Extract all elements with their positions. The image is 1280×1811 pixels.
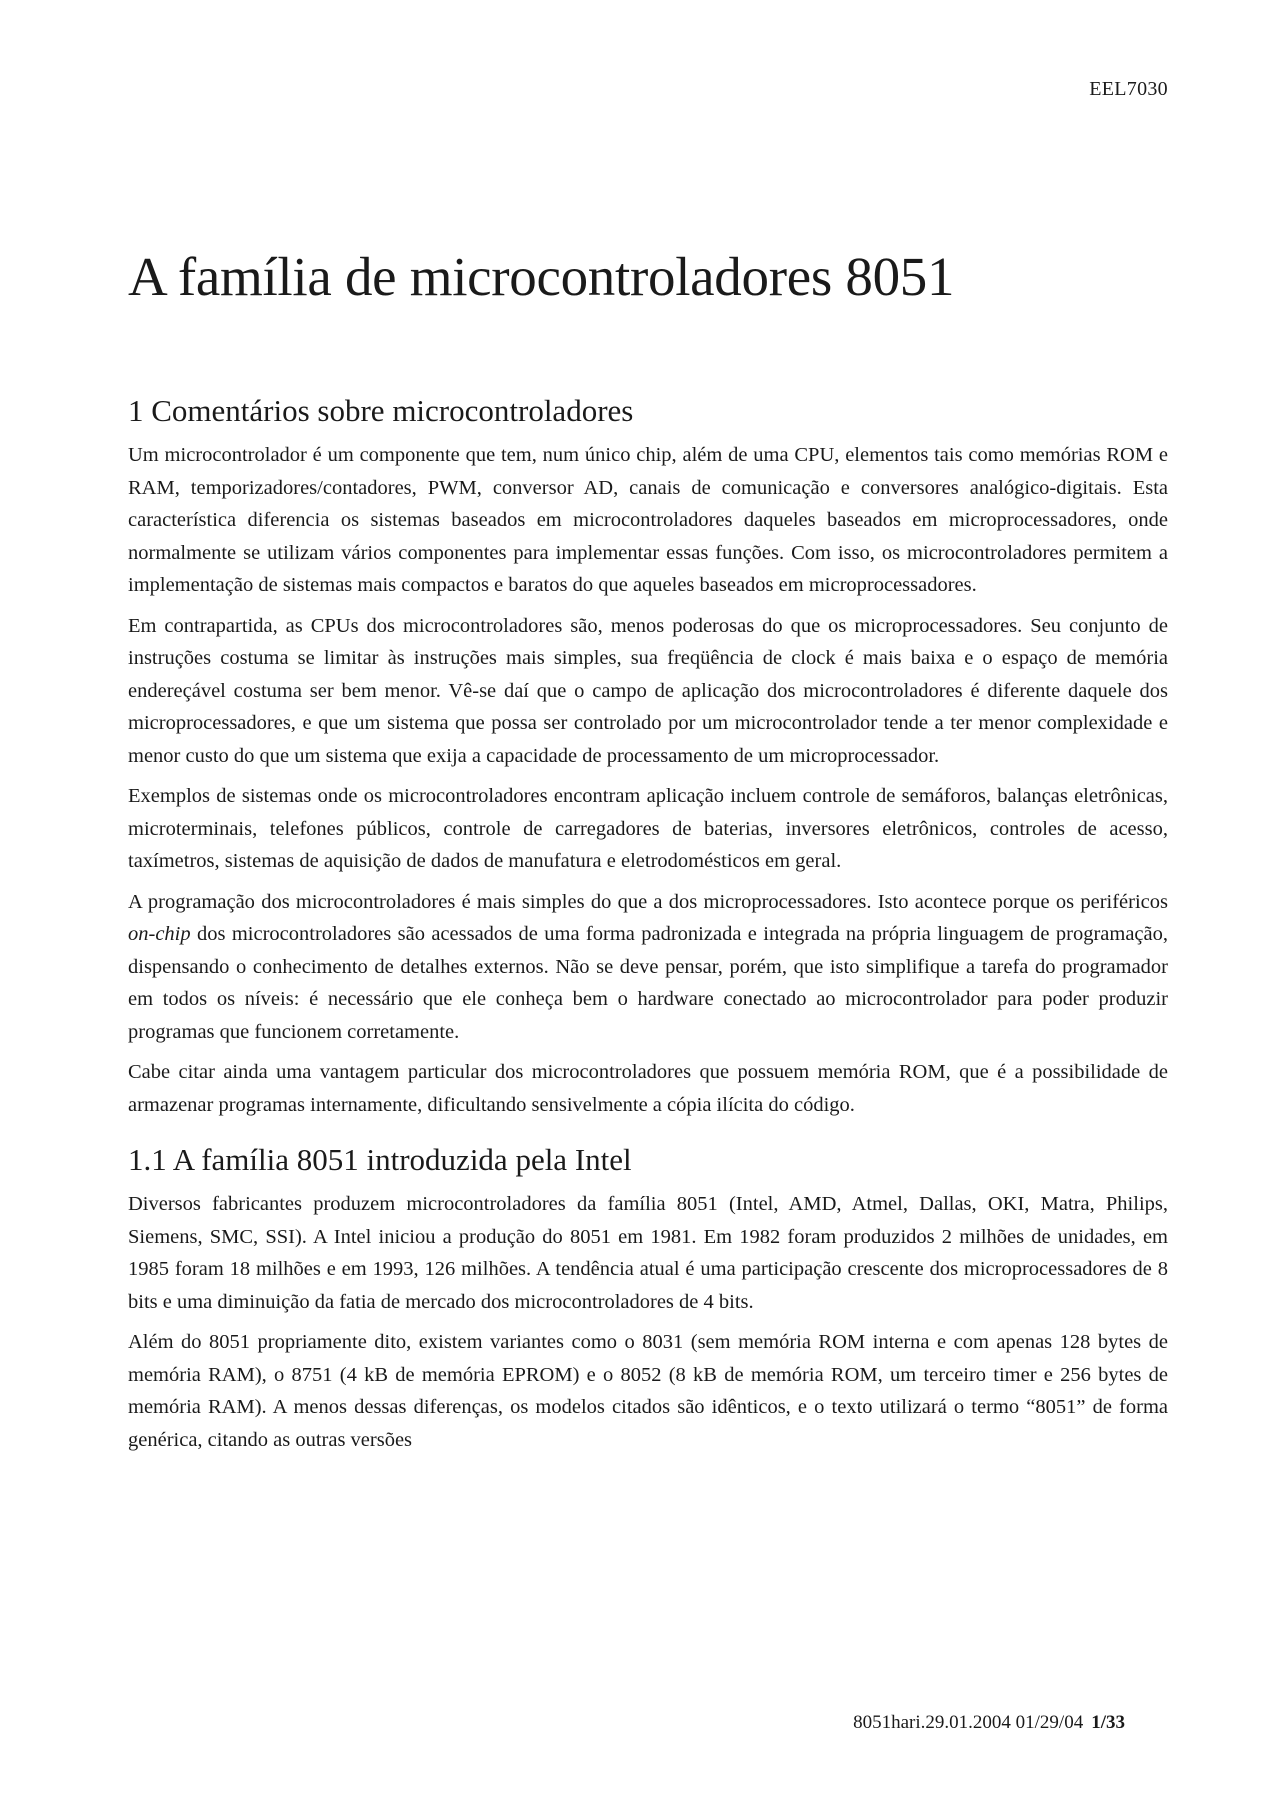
section-1-paragraph-3: Exemplos de sistemas onde os microcontroladores encontram aplicação incluem controle de semáforos, balanças eletrônicas, microterminais, telefones públicos, controle de carregadores de baterias, inversores eletrônicos, controles de acesso, taxímetros, sistemas de aquisição de dados de manufatura e eletrodomésticos em geral. [128,785,1168,873]
course-code: EEL7030 [1089,78,1168,100]
section-1-paragraph-1: Um microcontrolador é um componente que tem, num único chip, além de uma CPU, elementos tais como memórias ROM e RAM, temporizadores/contadores, PWM, conversor AD, canais de comunicação e conversores analógico-digitais. Esta característica diferencia os sistemas baseados em microcontroladores daqueles baseados em microprocessadores, onde normalmente se utilizam vários componentes para implementar essas funções. Com isso, os microcontroladores permitem a implementação de sistemas mais compactos e baratos do que aqueles baseados em microprocessadores. [128,444,1168,597]
section-1-1-paragraph-1: Diversos fabricantes produzem microcontroladores da família 8051 (Intel, AMD, Atmel, Dallas, OKI, Matra, Philips, Siemens, SMC, SSI). A Intel iniciou a produção do 8051 em 1981. Em 1982 foram produzidos 2 milhões de unidades, em 1985 foram 18 milhões e em 1993, 126 milhões. A tendência atual é uma participação crescente dos microprocessadores de 8 bits e uma diminuição da fatia de mercado dos microcontroladores de 4 bits. [128,1193,1168,1313]
section-1-paragraph-5: Cabe citar ainda uma vantagem particular dos microcontroladores que possuem memória ROM, que é a possibilidade de armazenar programas internamente, dificultando sensivelmente a cópia ilícita do código. [128,1061,1168,1116]
on-chip-term: on-chip [128,923,191,946]
document-body [128,392,1168,1464]
page-number: 1/33 [1091,1712,1125,1733]
section-1-paragraph-4 [128,886,1168,1049]
document-title: A família de microcontroladores 8051 [128,246,955,307]
section-1-paragraph-2: Em contrapartida, as CPUs dos microcontroladores são, menos poderosas do que os microprocessadores. Seu conjunto de instruções costuma se limitar às instruções mais simples, sua freqüência de clock é mais baixa e o espaço de memória endereçável costuma ser bem menor. Vê-se daí que o campo de aplicação dos microcontroladores é diferente daquele dos microprocessadores, e que um sistema que possa ser controlado por um microcontrolador tende a ter menor complexidade e menor custo do que um sistema que exija a capacidade de processamento de um microprocessador. [128,614,1168,767]
section-1-1-paragraph-2: Além do 8051 propriamente dito, existem variantes como o 8031 (sem memória ROM interna e com apenas 128 bytes de memória RAM), o 8751 (4 kB de memória EPROM) e o 8052 (8 kB de memória ROM, um terceiro timer e 256 bytes de memória RAM). A menos dessas diferenças, os modelos citados são idênticos, e o texto utilizará o termo “8051” de forma genérica, citando as outras versões [128,1331,1168,1451]
paragraph-4-text-b: dos microcontroladores são acessados de uma forma padronizada e integrada na própria linguagem de programação, dispensando o conhecimento de detalhes externos. Não se deve pensar, porém, que isto simplifique a tarefa do programador em todos os níveis: é necessário que ele conheça bem o hardware conectado ao microcontrolador para poder produzir programas que funcionem corretamente. [128,923,1168,1043]
section-1-heading: 1 Comentários sobre microcontroladores [128,393,634,428]
footer-file-info: 8051hari.29.01.2004 01/29/04 [853,1712,1084,1733]
paragraph-4-text-a: A programação dos microcontroladores é mais simples do que a dos microprocessadores. Isto acontece porque os periféricos [128,890,1168,913]
section-1-1-heading: 1.1 A família 8051 introduzida pela Intel [128,1142,632,1178]
page-footer [853,1712,1125,1734]
